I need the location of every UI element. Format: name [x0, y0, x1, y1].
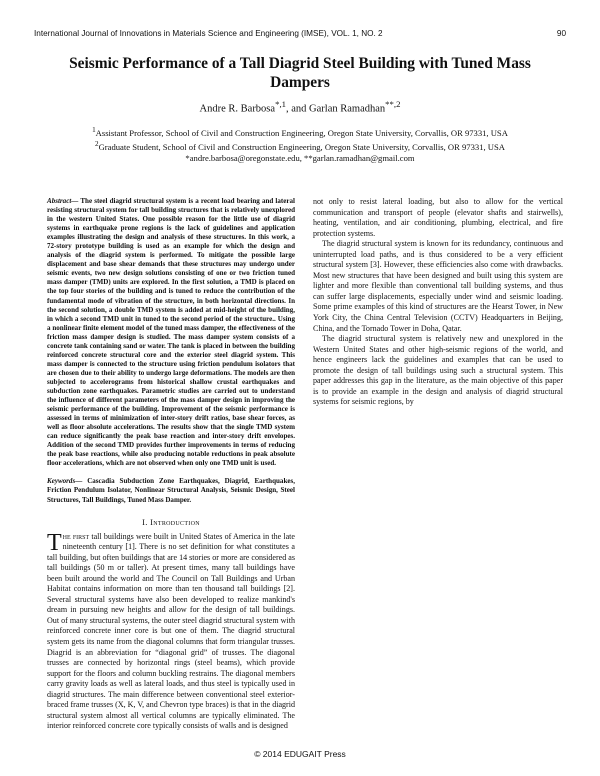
- intro-paragraph-1-continued: not only to resist lateral loading, but also to allow for the vertical communication and transport of people (elevator shafts and stairwells), heating, ventilation, and air conditioning, plumbing, electrical, and fire protection systems.: [313, 197, 563, 238]
- abstract: [47, 197, 295, 468]
- footer-copyright: © 2014 EDUGAIT Press: [254, 749, 346, 759]
- intro-paragraph-3: The diagrid structural system is relatively new and unexplored in the Western United States and other high-seismic regions of the world, and hence engineers lack the guidelines and examples that can be used to promote the design of tall buildings using such a structural system. This paper addresses this gap in the literature, as the main objective of this paper is to provide an example in the design and analysis of diagrid structural systems for seismic regions, by: [313, 334, 563, 407]
- intro-lead-words: he first: [62, 531, 90, 541]
- paper-title: Seismic Performance of a Tall Diagrid Steel Building with Tuned Mass Dampers: [69, 55, 531, 91]
- abstract-text: The steel diagrid structural system is a recent load bearing and lateral resisting structural system for tall building structures that is relatively unexplored in the western United States. One possible reason for the little use of diagrid systems in earthquake prone regions is the lack of guidelines and application examples illustrating the design and analysis of these structures. In this work, a 72-story prototype building is used as an example for which the design and analysis of the diagrid system is performed. To mitigate the possible large displacement and base shear demands that these structures may undergo under seismic events, two new design solutions consisting of one or two friction tuned mass damper (TMD) units are explored. In the first solution, a TMD is placed on the top four stories of the building and is tuned to reduce the contribution of the fundamental mode of vibration of the structure, in both horizontal directions. In the second solution, a double TMD system is added at mid-height of the building, in which a second TMD unit in tuned to the second period of the structure.. Using a nonlinear finite element model of the tuned mass damper, the effectiveness of the friction mass damper design is studied. The mass damper system consists of a concrete tank containing sand or water. The tank is placed in between the building reinforced concrete structural core and the exterior steel diagrid system. This mass damper is connected to the structure using friction pendulum isolators that are chosen due to their ability to undergo large deformations. The models are then subjected to accelerograms from historical shallow crustal earthquakes and subduction zone earthquakes. Parametric studies are carried out to understand the influence of different parameters of the mass damper design in improving the seismic performance of the building. Improvement of the seismic performance is assessed in terms of minimization of inter-story drift ratios, base shear forces, as well as floor absolute accelerations. The results show that the single TMD system can reduce significantly the peak base reaction and inter-story drift envelopes. Addition of the second TMD provides further improvements in terms of reducing the peak base reactions, while also producing notable reductions in peak absolute floor accelerations, which are not observed when only one TMD unit is used.: [47, 197, 295, 468]
- page-number: 90: [556, 29, 566, 38]
- affiliation-1-marker: 1: [92, 126, 96, 134]
- left-column: [47, 197, 295, 732]
- intro-paragraph-1-text: tall buildings were built in United States of America in the late nineteenth century [1]. There is no set definition for what constitutes a tall building, but often buildings that are 14 stories or more are considered as tall buildings (50 m or taller). At present times, many tall buildings have been built around the world and The Council on Tall Buildings and Urban Habitat contains information on more than ten thousand tall buildings [2]. Several structural systems have also been developed to realize mankind's dream in pursuing new heights and allow for the design of tall buildings. Out of many structural systems, the outer steel diagrid structural system with reinforced concrete inner core is but one of them. The diagrid structural system gets its name from the diagonal columns that form triangular trusses. Diagrid is an abbreviation for “diagonal grid” of trusses. The diagonal trusses are connected by horizontal rings (steel beams), which provide support for the floors and column buckling restrains. The diagonal members carry gravity loads as well as lateral loads, and thus steel is typically used in diagrid structures. The main difference between conventional steel exterior-braced frame trusses (X, K, V, and Chevron type braces) is that in the diagrid structural system almost all vertical columns are typically eliminated. The interior reinforced concrete core typically consists of walls and is designed: [47, 531, 295, 731]
- affiliation-2-marker: 2: [95, 139, 99, 148]
- author-connector: , and: [286, 103, 310, 115]
- keywords-label: Keywords—: [47, 477, 83, 486]
- running-header: [34, 29, 566, 38]
- section-title: Introduction: [150, 516, 200, 527]
- abstract-label: Abstract—: [47, 197, 79, 205]
- journal-name: International Journal of Innovations in Materials Science and Engineering (IMSE), VOL. 1, NO. 2: [34, 29, 383, 38]
- affiliation-1: [40, 125, 560, 139]
- keywords-text: Cascadia Subduction Zone Earthquakes, Diagrid, Earthquakes, Friction Pendulum Isolator, Nonlinear Structural Analysis, Seismic Design, Steel Structures, Tall Buildings, Tuned Mass Damper.: [47, 477, 295, 504]
- affiliation-2: [40, 139, 560, 153]
- author-emails: *andre.barbosa@oregonstate.edu, **garlan.ramadhan@gmail.com: [185, 152, 415, 163]
- drop-cap: T: [47, 529, 62, 556]
- author-2: Garlan Ramadhan: [309, 103, 386, 115]
- intro-paragraph-2: The diagrid structural system is known for its redundancy, continuous and uninterrupted load paths, and is thus considered to be a very efficient structural system [3]. However, these efficiencies also come with drawbacks. Most new structures that have been designed and built using this system are lighter and more flexible than conventional tall building systems, and thus can suffer large displacements, especially under wind and seismic loading. Some prime examples of this kind of structures are the Hearst Tower, in New York City, the China Central Television (CCTV) Headquarters in Beijing, China, and the Tornado Tower in Doha, Qatar.: [313, 239, 563, 333]
- section-heading-introduction: [47, 517, 295, 527]
- affiliation-1-text: Assistant Professor, School of Civil and Construction Engineering, Oregon State University, Corvallis, OR 97331, USA: [95, 127, 508, 138]
- affiliation-2-text: Graduate Student, School of Civil and Construction Engineering, Oregon State University, Corvallis, OR 97331, USA: [98, 141, 505, 152]
- right-column: [313, 197, 563, 408]
- author-2-marker: **,2: [385, 99, 401, 109]
- keywords: [47, 477, 295, 504]
- author-1: Andre R. Barbosa: [199, 103, 276, 115]
- affiliations: [40, 125, 560, 164]
- author-1-marker: *,1: [275, 99, 286, 109]
- section-number: I.: [142, 516, 148, 527]
- intro-paragraph-1: [47, 529, 295, 732]
- author-line: [0, 99, 600, 115]
